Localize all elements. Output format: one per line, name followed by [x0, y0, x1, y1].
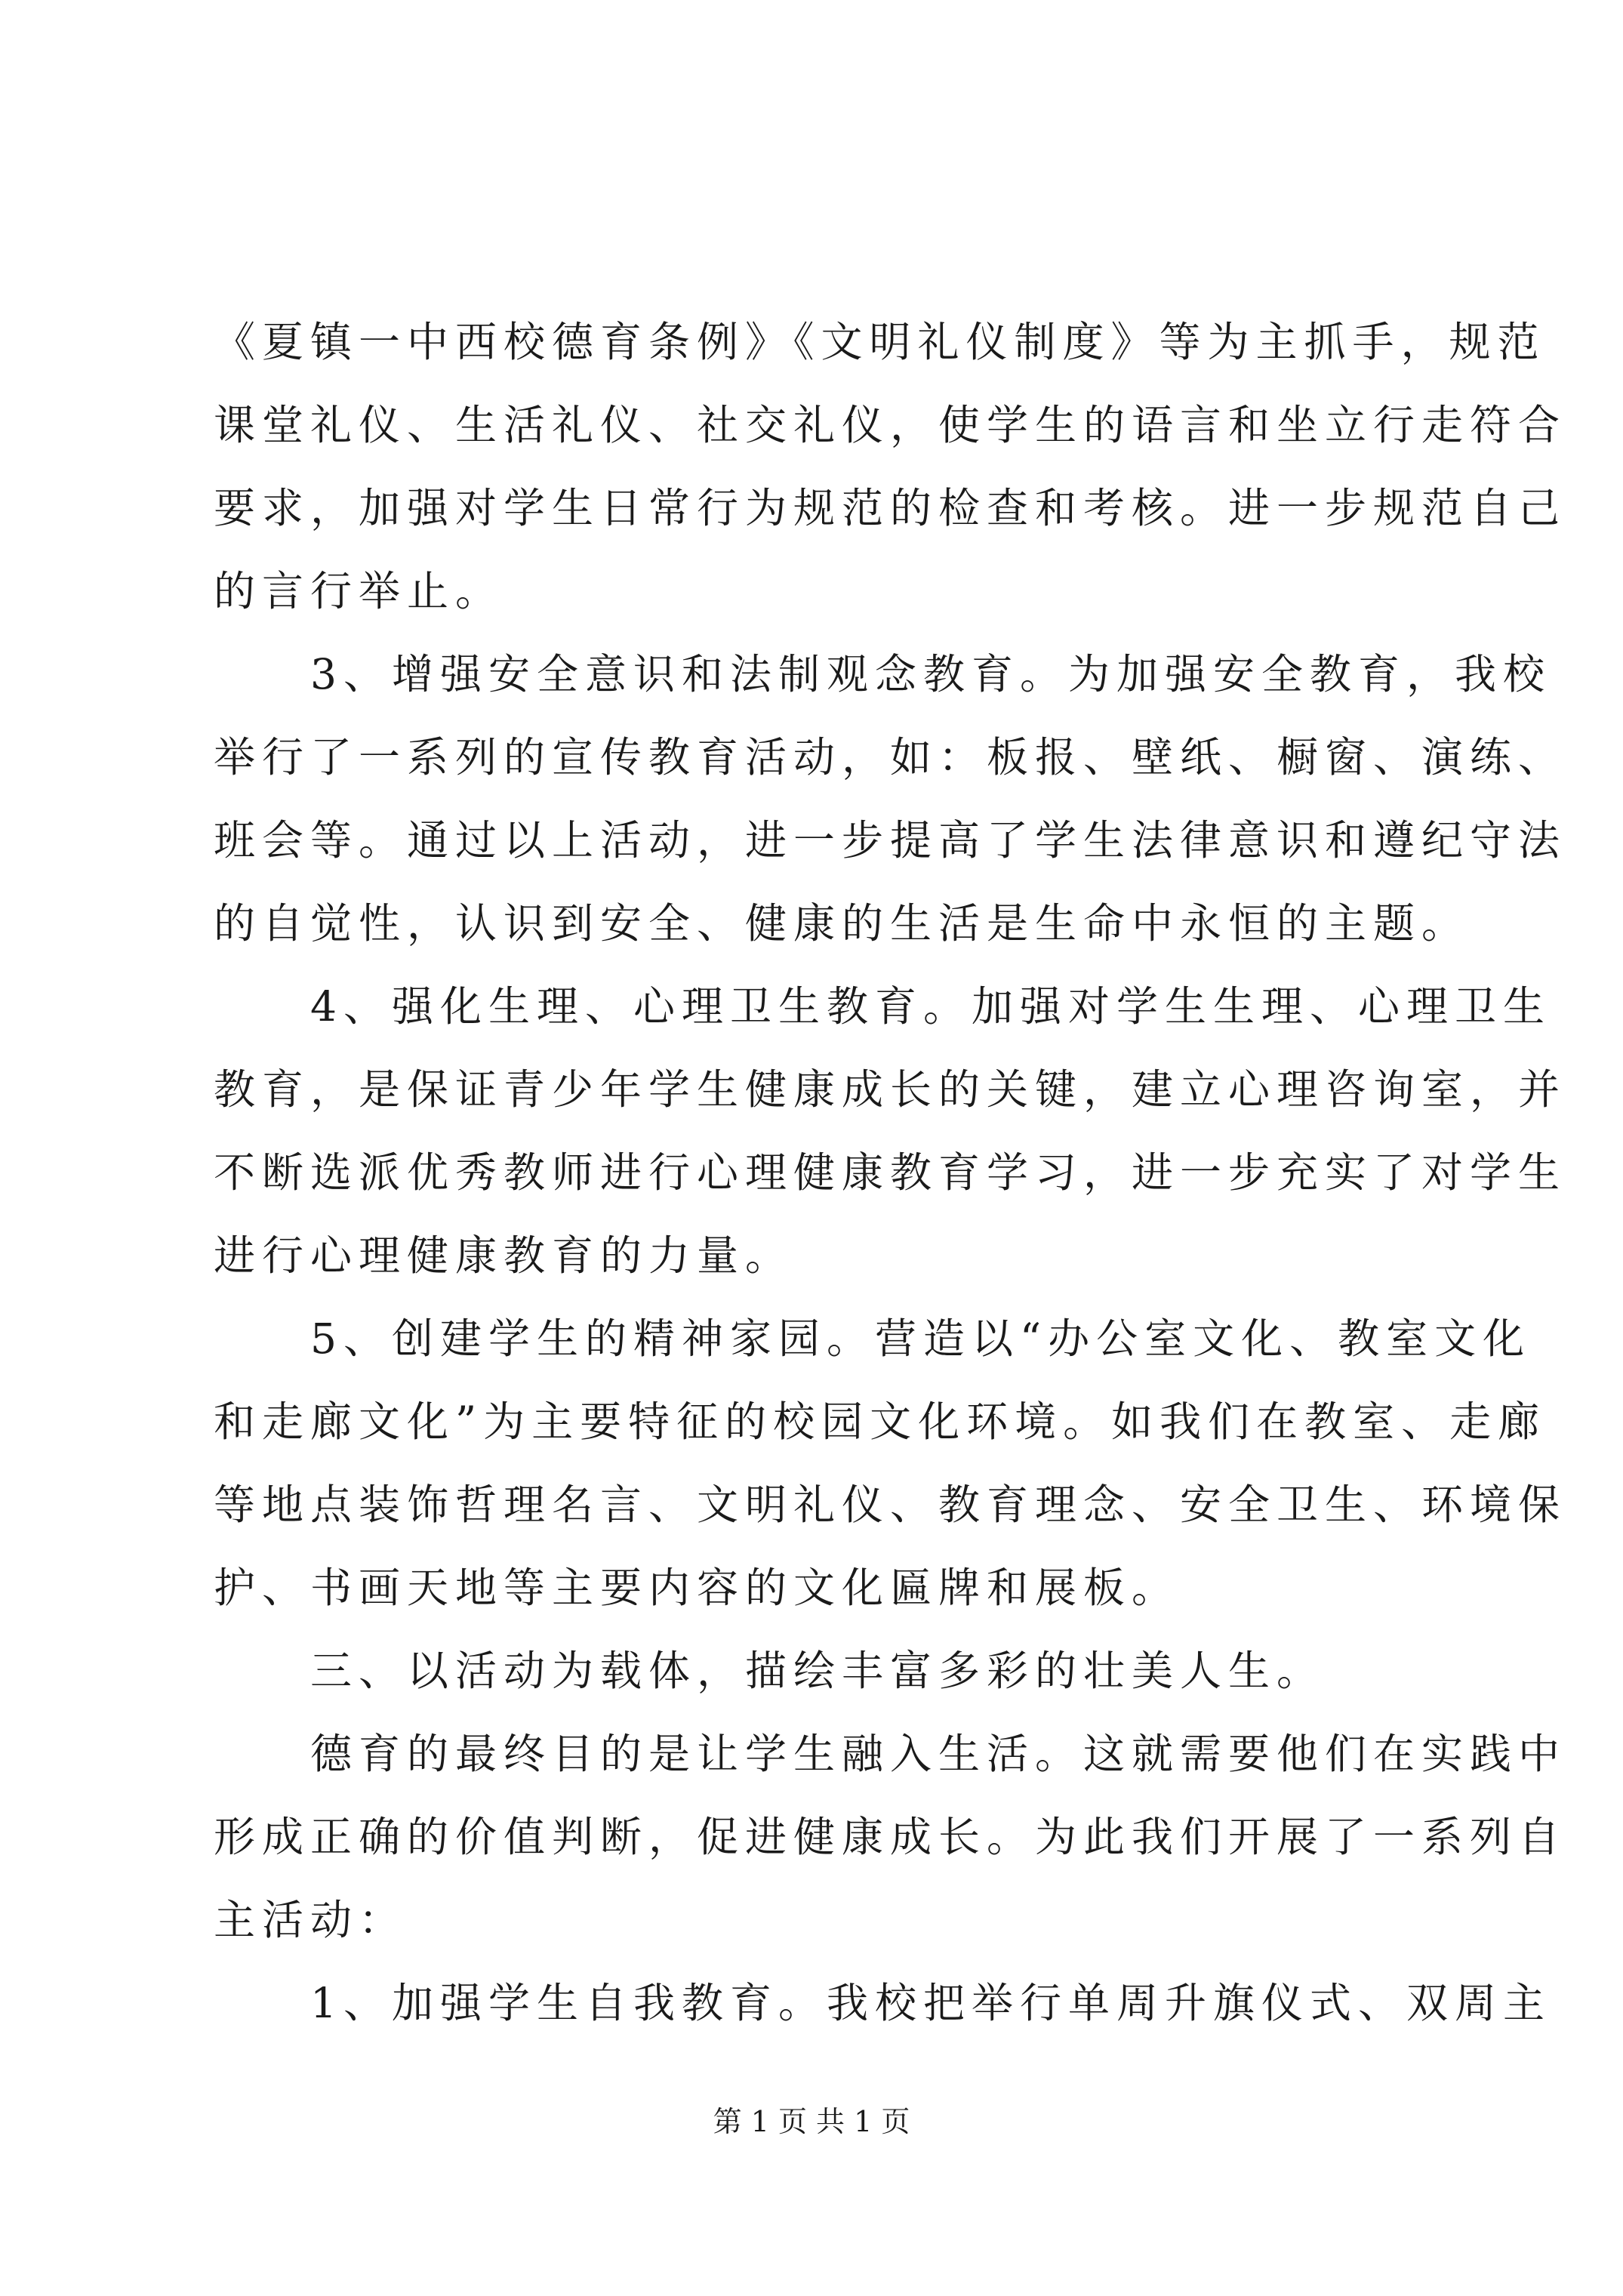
- text-line: 课堂礼仪、生活礼仪、社交礼仪，使学生的语言和坐立行走符合: [214, 401, 1567, 449]
- text-line: 护、书画天地等主要内容的文化匾牌和展板。: [214, 1564, 1181, 1612]
- text-line: 形成正确的价值判断，促进健康成长。为此我们开展了一系列自: [214, 1813, 1567, 1861]
- text-line: 德育的最终目的是让学生融入生活。这就需要他们在实践中: [214, 1730, 1567, 1778]
- text-line: 进行心理健康教育的力量。: [214, 1231, 794, 1280]
- text-line: 举行了一系列的宣传教育活动，如：板报、壁纸、橱窗、演练、: [214, 733, 1567, 781]
- text-line: 1、加强学生自我教育。我校把举行单周升旗仪式、双周主: [214, 1979, 1551, 2027]
- text-line: 3、增强安全意识和法制观念教育。为加强安全教育，我校: [214, 650, 1551, 698]
- text-line: 和走廊文化”为主要特征的校园文化环境。如我们在教室、走廊: [214, 1398, 1547, 1446]
- text-line: 主活动：: [214, 1896, 408, 1944]
- text-line: 班会等。通过以上活动，进一步提高了学生法律意识和遵纪守法: [214, 816, 1567, 864]
- page-footer: 第 1 页 共 1 页: [713, 2105, 910, 2138]
- text-line: 教育，是保证青少年学生健康成长的关键，建立心理咨询室，并: [214, 1065, 1567, 1114]
- text-line: 4、强化生理、心理卫生教育。加强对学生生理、心理卫生: [214, 982, 1551, 1031]
- section-heading: 三、以活动为载体，描绘丰富多彩的壮美人生。: [214, 1647, 1326, 1695]
- text-line: 等地点装饰哲理名言、文明礼仪、教育理念、安全卫生、环境保: [214, 1481, 1567, 1529]
- text-line: 的言行举止。: [214, 567, 504, 615]
- text-line: 要求，加强对学生日常行为规范的检查和考核。进一步规范自己: [214, 484, 1567, 532]
- text-line: 5、创建学生的精神家园。营造以“办公室文化、教室文化: [214, 1314, 1532, 1363]
- text-line: 《夏镇一中西校德育条例》《文明礼仪制度》等为主抓手，规范: [214, 318, 1546, 366]
- text-line: 不断选派优秀教师进行心理健康教育学习，进一步充实了对学生: [214, 1148, 1567, 1197]
- text-line: 的自觉性，认识到安全、健康的生活是生命中永恒的主题。: [214, 899, 1471, 948]
